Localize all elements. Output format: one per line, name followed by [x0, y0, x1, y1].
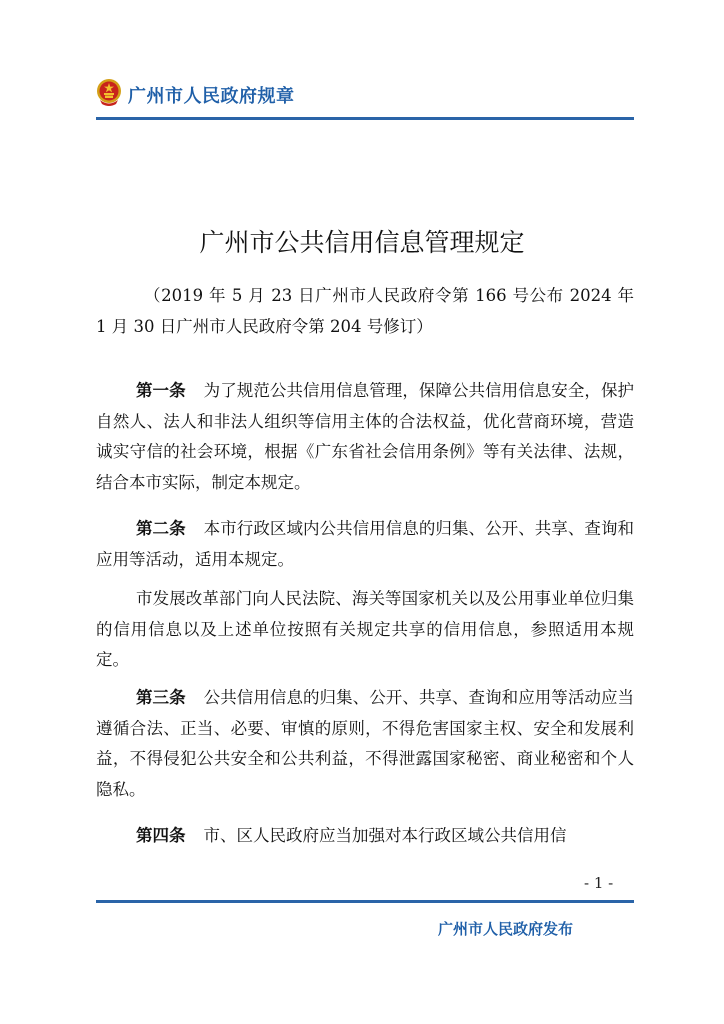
article-2-paragraph-2	[96, 584, 634, 676]
article-text: 市、区人民政府应当加强对本行政区域公共信用信	[203, 826, 567, 845]
header-divider	[96, 117, 634, 120]
article-label: 第二条	[136, 519, 186, 538]
article-3	[96, 683, 634, 805]
page-header	[96, 76, 634, 120]
footer-divider	[96, 900, 634, 903]
article-label: 第四条	[136, 826, 186, 845]
article-1	[96, 376, 634, 498]
article-4	[96, 821, 634, 852]
article-text: 公共信用信息的归集、公开、共享、查询和应用等活动应当遵循合法、正当、必要、审慎的原则，不得危害国家主权、安全和发展利益，不得侵犯公共安全和公共利益，不得泄露国家秘密、商业秘密和个人隐私。	[96, 688, 635, 799]
article-text: 本市行政区域内公共信用信息的归集、公开、共享、查询和应用等活动，适用本规定。	[96, 519, 635, 569]
article-2	[96, 514, 634, 575]
footer-publisher: 广州市人民政府发布	[438, 920, 574, 938]
article-label: 第一条	[136, 381, 186, 400]
national-emblem-icon	[96, 78, 122, 106]
page-number: - 1 -	[584, 874, 614, 892]
header-title: 广州市人民政府规章	[128, 86, 295, 107]
article-text: 市发展改革部门向人民法院、海关等国家机关以及公用事业单位归集的信用信息以及上述单位按照有关规定共享的信用信息，参照适用本规定。	[96, 589, 634, 669]
article-text: 为了规范公共信用信息管理，保障公共信用信息安全，保护自然人、法人和非法人组织等信用主体的合法权益，优化营商环境，营造诚实守信的社会环境，根据《广东省社会信用条例》等有关法律、法规，结合本市实际，制定本规定。	[96, 381, 635, 492]
document-title: 广州市公共信用信息管理规定	[199, 228, 525, 257]
article-label: 第三条	[136, 688, 186, 707]
document-subtitle: （2019 年 5 月 23 日广州市人民政府令第 166 号公布 2024 年 1 月 30 日广州市人民政府令第 204 号修订）	[96, 286, 634, 336]
